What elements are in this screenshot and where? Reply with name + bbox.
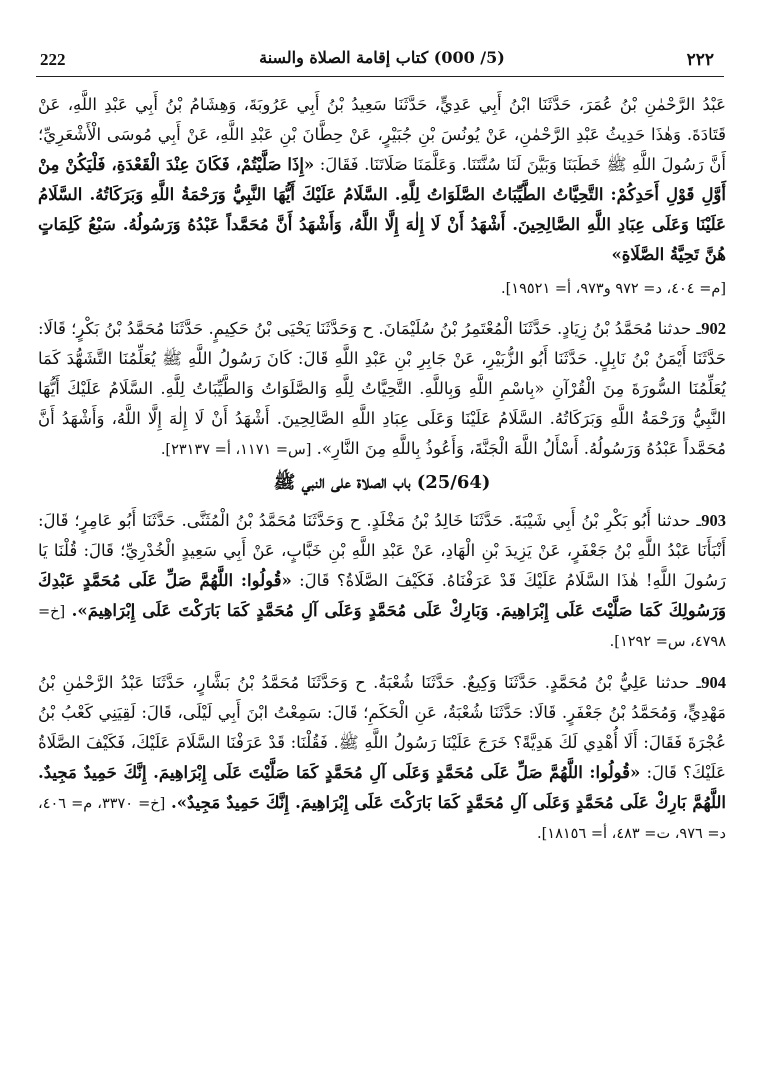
hadith-text: عَبْدُ الرَّحْمٰنِ بْنُ عُمَرَ، حَدَّثَنَا ابْنُ أَبِي عَدِيٍّ، حَدَّثَنَا سَعِيدُ بْنُ أَبِي عَرُوبَةَ، وَهِشَامُ بْنُ أَبِي عَبْدِ اللَّهِ، عَنْ قَتَادَةَ. وَهٰذَا حَدِيثُ عَبْدِ الرَّحْمٰنِ، عَنْ يُونُسَ بْنِ جُبَيْرٍ، عَنْ حِطَّانَ بْنِ عَبْدِ اللَّهِ، عَنْ أَبِي مُوسَى الْأَشْعَرِيِّ؛ أَنَّ رَسُولَ اللَّهِ ﷺ خَطَبَنَا وَبَيَّنَ لَنَا سُنَّتَنَا. وَعَلَّمَنَا صَلَاتَنَا. فَقَالَ: <box>38 95 726 174</box>
hadith-text: ـ حدثنا أَبُو بَكْرِ بْنُ أَبِي شَيْبَةَ. حَدَّثَنَا خَالِدُ بْنُ مَخْلَدٍ. ح وَحَدَّثَنَا مُحَمَّدُ بْنُ الْمُثَنَّى. حَدَّثَنَا أَبُو عَامِرٍ؛ قَالَ: أَنْبَأَنَا عَبْدُ اللَّهِ بْنُ جَعْفَرٍ، عَنْ يَزِيدَ بْنِ الْهَادِ، عَنْ عَبْدِ اللَّهِ بْنِ خَبَّابٍ، عَنْ أَبِي سَعِيدٍ الْخُدْرِيِّ؛ قَالَ: قُلْنَا يَا رَسُولَ اللَّهِ! هٰذَا السَّلَامُ عَلَيْكَ قَدْ عَرَفْنَاهُ. فَكَيْفَ الصَّلَاةُ؟ قَالَ: <box>38 511 726 590</box>
hadith-901-continuation <box>38 90 726 270</box>
hadith-reference: [س= ١١٧١، أ= ٢٣١٣٧]. <box>160 442 312 458</box>
page-number-latin: 222 <box>40 50 66 69</box>
running-title: (5/ 000) كتاب إقامة الصلاة والسنة <box>259 48 505 67</box>
hadith-reference: [خ= ٤٧٩٨، س= ١٢٩٢]. <box>38 604 726 650</box>
hadith-number: 904 <box>701 673 726 692</box>
hadith-number: 903 <box>701 511 726 530</box>
page-header <box>0 0 764 80</box>
hadith-reference: [م= ٤٠٤، د= ٩٧٢ و٩٧٣، أ= ١٩٥٢١]. <box>501 281 726 297</box>
hadith-matn: «إِذَا صَلَّيْتُمْ، فَكَانَ عِنْدَ الْقَعْدَةِ، فَلْيَكُنْ مِنْ أَوَّلِ قَوْلِ أَحَدِكُمْ: التَّحِيَّاتُ الطَّيِّبَاتُ الصَّلَوَاتُ لِلَّهِ. السَّلَامُ عَلَيْكَ أَيُّهَا النَّبِيُّ وَرَحْمَةُ اللَّهِ وَبَرَكَاتُهُ. السَّلَامُ عَلَيْنَا وَعَلَى عِبَادِ اللَّهِ الصَّالِحِينَ. أَشْهَدُ أَنْ لَا إِلٰهَ إِلَّا اللَّهُ، وَأَشْهَدُ أَنَّ مُحَمَّداً عَبْدُهُ وَرَسُولُهُ. سَبْعُ كَلِمَاتٍ هُنَّ تَحِيَّةُ الصَّلَاةِ» <box>38 155 726 264</box>
header-rule <box>36 76 724 77</box>
hadith-text: ـ حدثنا مُحَمَّدُ بْنُ زِيَادٍ. حَدَّثَنَا الْمُعْتَمِرُ بْنُ سُلَيْمَانَ. ح وَحَدَّثَنَا يَحْيَى بْنُ حَكِيمٍ. حَدَّثَنَا مُحَمَّدُ بْنُ بَكْرٍ؛ قَالَا: حَدَّثَنَا أَيْمَنُ بْنُ نَابِلٍ. حَدَّثَنَا أَبُو الزُّبَيْرِ، عَنْ جَابِرِ بْنِ عَبْدِ اللَّهِ قَالَ: كَانَ رَسُولُ اللَّهِ ﷺ يُعَلِّمُنَا التَّشَهُّدَ كَمَا يُعَلِّمُنَا السُّورَةَ مِنَ الْقُرْآنِ «بِاسْمِ اللَّهِ وَبِاللَّهِ. التَّحِيَّاتُ لِلَّهِ وَالصَّلَوَاتُ وَالطَّيِّبَاتُ لِلَّهِ. السَّلَامُ عَلَيْكَ أَيُّهَا النَّبِيُّ وَرَحْمَةُ اللَّهِ وَبَرَكَاتُهُ. السَّلَامُ عَلَيْنَا وَعَلَى عِبَادِ اللَّهِ الصَّالِحِينَ. أَشْهَدُ أَنْ لَا إِلٰهَ إِلَّا اللَّهُ، وَأَشْهَدُ أَنَّ مُحَمَّداً عَبْدُهُ وَرَسُولُهُ. أَسْأَلُ اللَّهَ الْجَنَّةَ، وَأَعُوذُ بِاللَّهِ مِنَ النَّارِ». <box>38 319 726 458</box>
hadith-902 <box>38 314 726 464</box>
hadith-reference: [خ= ٣٣٧٠، م= ٤٠٦، د= ٩٧٦، ت= ٤٨٣، أ= ١٨١٥٦]. <box>38 796 726 842</box>
page-number-arabic: ٢٢٢ <box>686 50 714 70</box>
page-body <box>38 90 726 848</box>
hadith-904 <box>38 668 726 848</box>
hadith-matn: «قُولُوا: اللَّهُمَّ صَلِّ عَلَى مُحَمَّدٍ عَبْدِكَ وَرَسُولِكَ كَمَا صَلَّيْتَ عَلَى إِبْرَاهِيمَ. وَبَارِكْ عَلَى مُحَمَّدٍ وَعَلَى آلِ مُحَمَّدٍ كَمَا بَارَكْتَ عَلَى إِبْرَاهِيمَ». <box>38 571 727 620</box>
chapter-heading: (25/64) باب الصلاة على النبي ﷺ <box>273 472 491 493</box>
hadith-text: ـ حدثنا عَلِيُّ بْنُ مُحَمَّدٍ. حَدَّثَنَا وَكِيعٌ. حَدَّثَنَا شُعْبَةُ. ح وَحَدَّثَنَا مُحَمَّدُ بْنُ بَشَّارٍ، حَدَّثَنَا عَبْدُ الرَّحْمٰنِ بْنُ مَهْدِيٍّ، وَمُحَمَّدُ بْنُ جَعْفَرٍ. قَالَا: حَدَّثَنَا شُعْبَةُ، عَنِ الْحَكَمِ؛ قَالَ: سَمِعْتُ ابْنَ أَبِي لَيْلَى، قَالَ: لَقِيَنِي كَعْبُ بْنُ عُجْرَةَ فَقَالَ: أَلَا أُهْدِي لَكَ هَدِيَّةً؟ خَرَجَ عَلَيْنَا رَسُولُ اللَّهِ ﷺ. فَقُلْنَا: قَدْ عَرَفْنَا السَّلَامَ عَلَيْكَ، فَكَيْفَ الصَّلَاةُ عَلَيْكَ؟ قَالَ: <box>38 673 726 782</box>
hadith-number: 902 <box>701 319 726 338</box>
hadith-matn: «قُولُوا: اللَّهُمَّ صَلِّ عَلَى مُحَمَّدٍ وَعَلَى آلِ مُحَمَّدٍ كَمَا صَلَّيْتَ عَلَى إِبْرَاهِيمَ. إِنَّكَ حَمِيدٌ مَجِيدٌ. اللَّهُمَّ بَارِكْ عَلَى مُحَمَّدٍ وَعَلَى آلِ مُحَمَّدٍ كَمَا بَارَكْتَ عَلَى إِبْرَاهِيمَ. إِنَّكَ حَمِيدٌ مَجِيدٌ». <box>38 763 727 812</box>
hadith-903 <box>38 506 726 656</box>
